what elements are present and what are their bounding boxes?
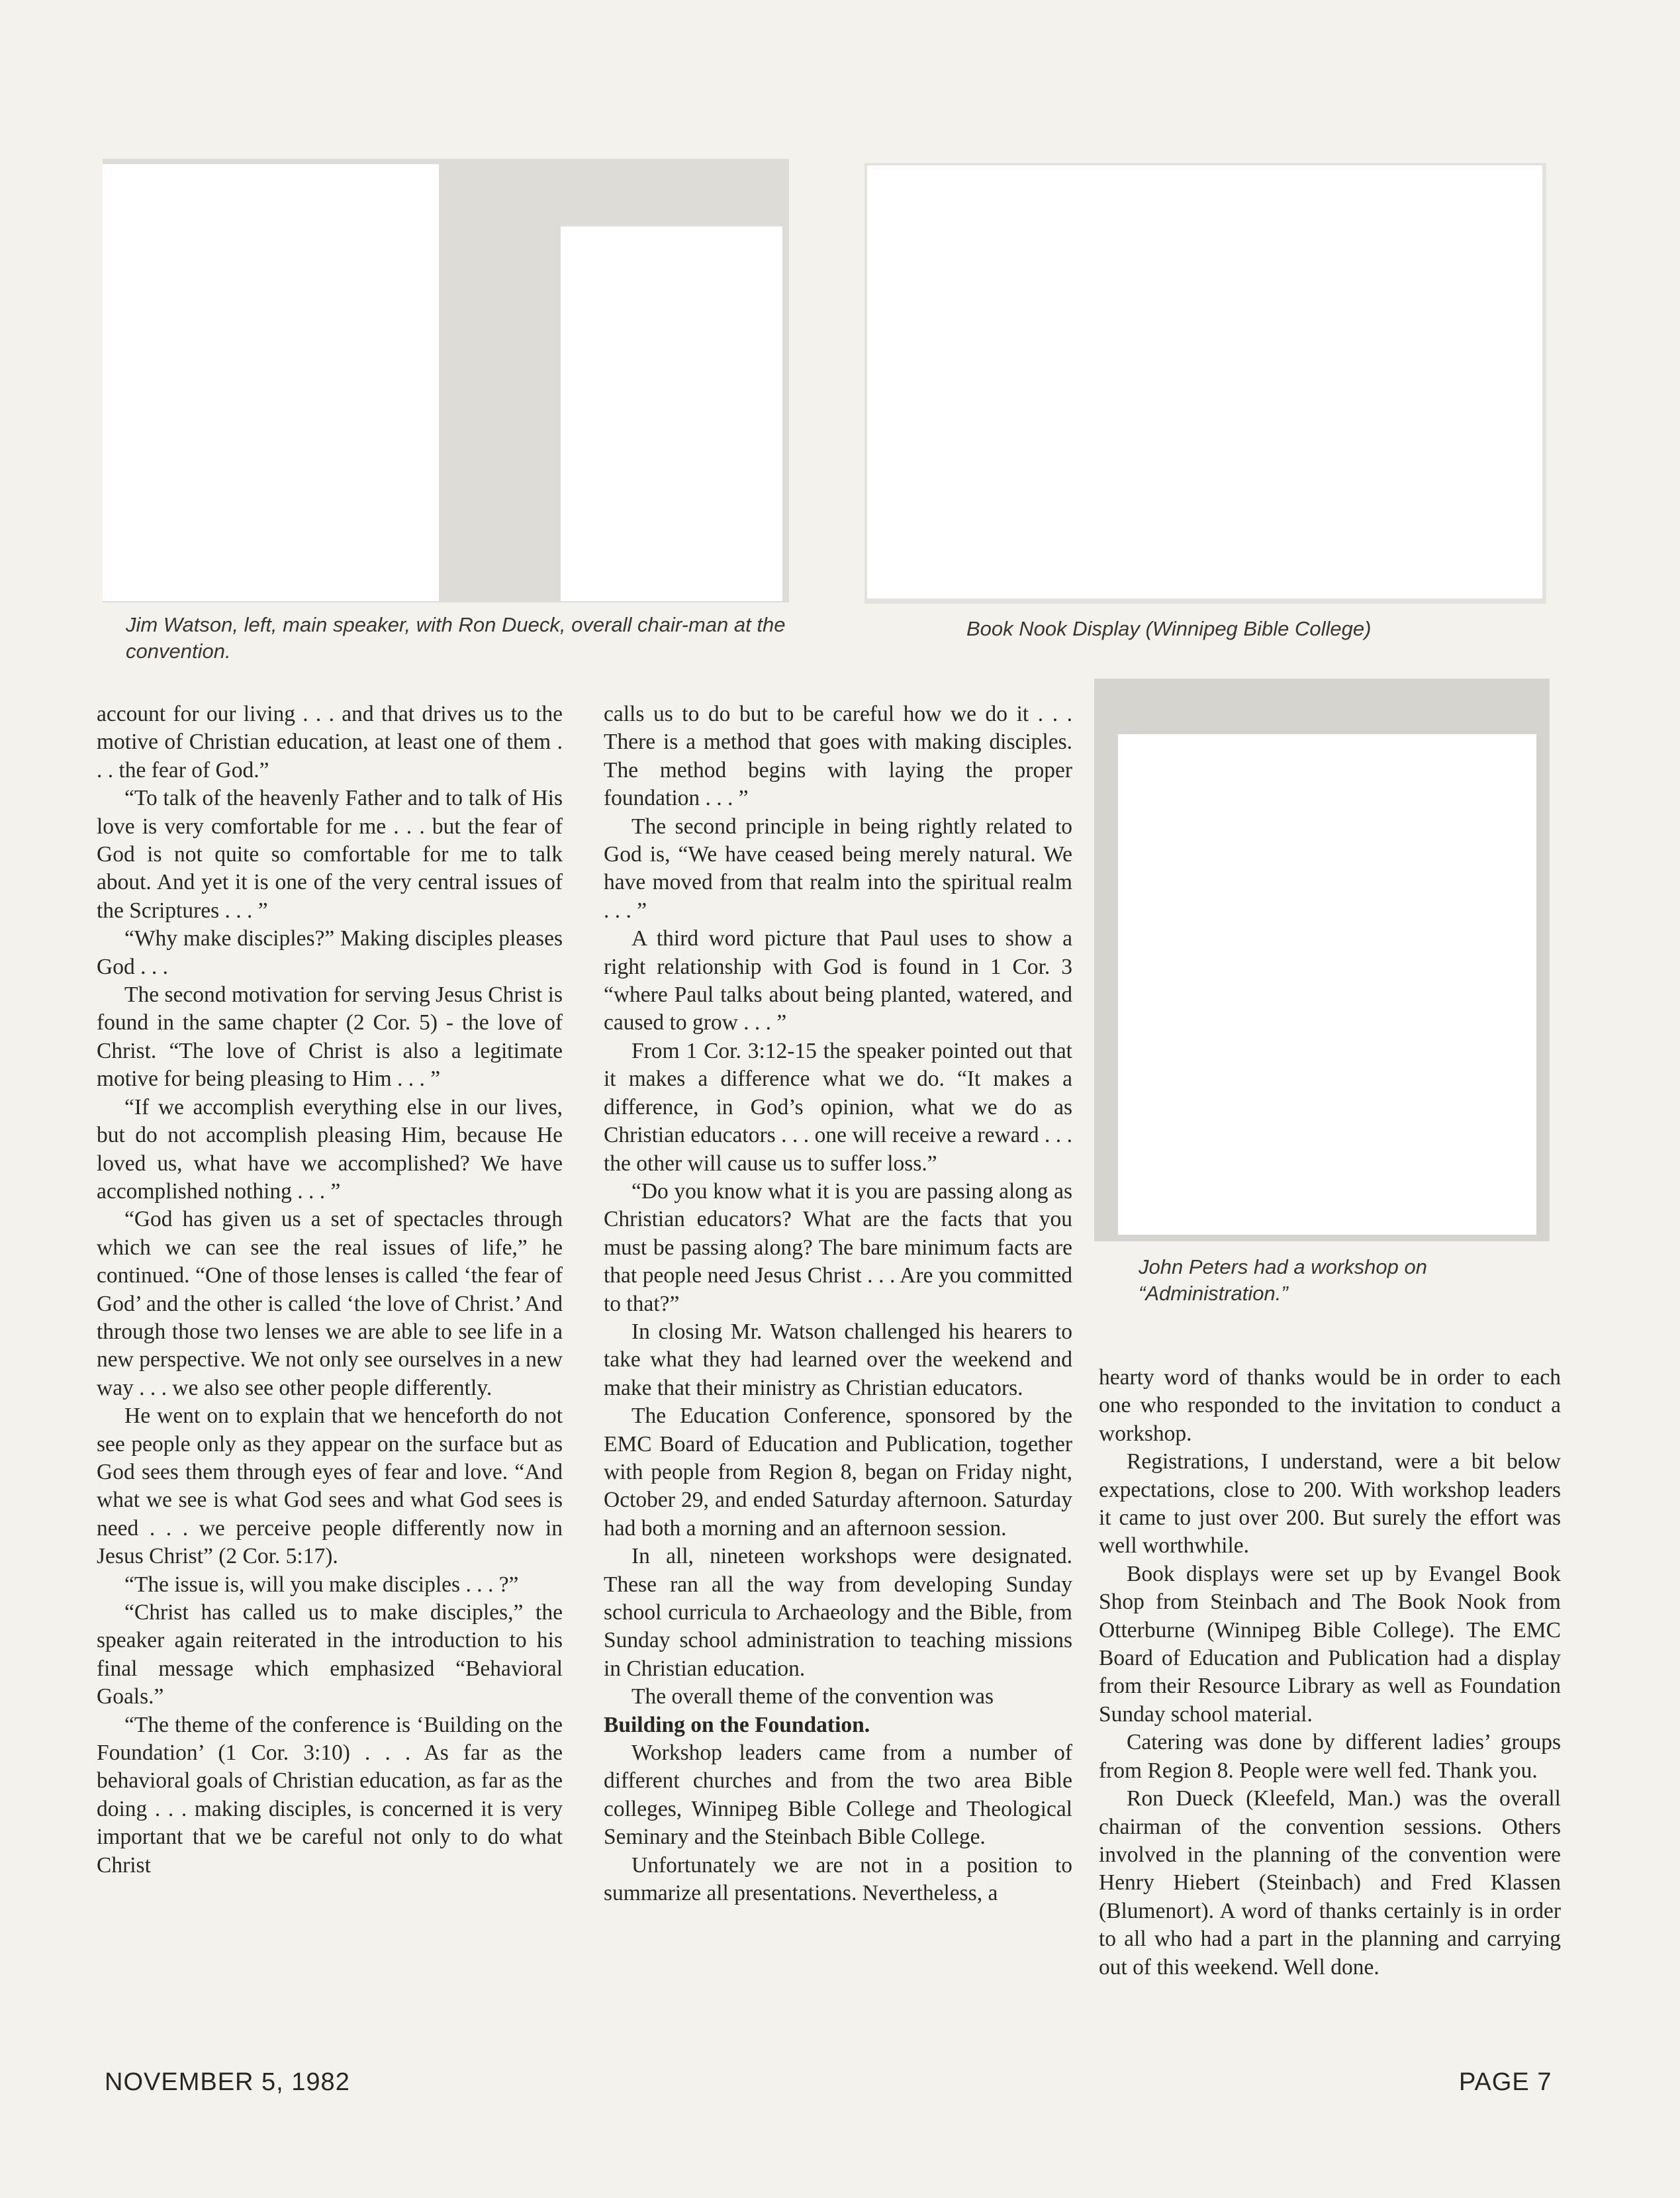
paragraph: calls us to do but to be careful how we do it . . . There is a method that goes with making disciples. The method begins with laying the proper foundation . . . ” — [604, 702, 1072, 811]
paragraph: “Do you know what it is you are passing along as Christian educators? What are the facts that you must be passing along? The bare minimum facts are that people need Jesus Christ . . . Are you committed to that?” — [604, 1178, 1072, 1316]
paragraph: Unfortunately we are not in a position to summarize all presentations. Nevertheless, a — [604, 1852, 1072, 1906]
caption-book-nook: Book Nook Display (Winnipeg Bible College) — [966, 617, 1372, 640]
photo-book-nook — [864, 163, 1546, 604]
photo-placeholder-left — [103, 164, 439, 601]
paragraph: The overall theme of the convention was — [631, 1684, 994, 1709]
paragraph: From 1 Cor. 3:12-15 the speaker pointed out that it makes a difference what we do. “It makes a difference, in God’s opinion, what we do as Christian educators . . . one will receive a reward . . . the other will cause us to suffer loss.” — [604, 1038, 1072, 1176]
paragraph: hearty word of thanks would be in order to each one who responded to the invitation to conduct a workshop. — [1099, 1365, 1561, 1446]
paragraph: In closing Mr. Watson challenged his hearers to take what they had learned over the weekend and make that their ministry as Christian educators. — [604, 1319, 1072, 1400]
paragraph: In all, nineteen workshops were designated. These ran all the way from developing Sunday school curricula to Archaeology and the Bible, from Sunday school administration to teaching missions in Christian education. — [604, 1544, 1072, 1681]
paragraph: “If we accomplish everything else in our lives, but do not accomplish pleasing Him, because He loved us, what have we accomplished? We have accomplished nothing . . . ” — [97, 1094, 563, 1204]
paragraph: “God has given us a set of spectacles through which we can see the real issues of life,” he continued. “One of those lenses is called ‘the fear of God’ and the other is called ‘the love of Christ.’ And through those two lenses we are able to see life in a new perspective. We not only see ourselves in a new way . . . we also see other people differently. — [97, 1207, 563, 1400]
photo-placeholder-right — [561, 226, 782, 601]
paragraph: “Christ has called us to make disciples,” the speaker again reiterated in the introduction to his final message which emphasized “Behavioral Goals.” — [97, 1600, 563, 1709]
photo-placeholder-john-peters — [1118, 734, 1536, 1235]
paragraph: “The theme of the conference is ‘Building on the Foundation’ (1 Cor. 3:10) . . . As far as the behavioral goals of Christian education, as far as the doing . . . making disciples, is concerned it is very important that we be careful not only to do what Christ — [97, 1712, 563, 1878]
photo-john-peters — [1094, 679, 1550, 1241]
paragraph: Catering was done by different ladies’ groups from Region 8. People were well fed. Thank you. — [1099, 1730, 1561, 1783]
footer-page-number: PAGE 7 — [1459, 2068, 1552, 2096]
paragraph: He went on to explain that we henceforth do not see people only as they appear on the surface but as God sees them through eyes of fear and love. “And what we see is what God sees and what God sees is need . . . we perceive people differently now in Jesus Christ” (2 Cor. 5:17). — [97, 1404, 563, 1569]
paragraph: The second principle in being rightly related to God is, “We have ceased being merely natural. We have moved from that realm into the spiritual realm . . . ” — [604, 814, 1072, 923]
paragraph: account for our living . . . and that drives us to the motive of Christian education, at least one of them . . . the fear of God.” — [97, 702, 563, 783]
paragraph: “The issue is, will you make disciples . . . ?” — [124, 1572, 519, 1597]
paragraph: Workshop leaders came from a number of different churches and from the two area Bible colleges, Winnipeg Bible College and Theological Seminary and the Steinbach Bible College. — [604, 1741, 1072, 1850]
paragraph: The Education Conference, sponsored by the EMC Board of Education and Publication, together with people from Region 8, began on Friday night, October 29, and ended Saturday afternoon. Saturday had both a morning and an afternoon session. — [604, 1404, 1072, 1541]
photo-watson-dueck — [103, 159, 789, 602]
article-column-1 — [97, 700, 563, 1880]
caption-watson-dueck: Jim Watson, left, main speaker, with Ron Dueck, overall chair-man at the convention. — [126, 613, 786, 663]
photo-placeholder-book-nook — [867, 166, 1542, 598]
paragraph: Registrations, I understand, were a bit below expectations, close to 200. With workshop leaders it came to just over 200. But surely the effort was well worthwhile. — [1099, 1449, 1561, 1558]
paragraph: Book displays were set up by Evangel Book Shop from Steinbach and The Book Nook from Otterburne (Winnipeg Bible College). The EMC Board of Education and Publication had a display from their Resource Library as well as Foundation Sunday school material. — [1099, 1561, 1561, 1727]
article-column-3 — [1099, 1364, 1561, 1982]
article-column-2 — [604, 700, 1072, 1907]
theme-title: Building on the Foundation. — [604, 1712, 870, 1737]
paragraph: “Why make disciples?” Making disciples pleases God . . . — [97, 926, 563, 979]
paragraph: Ron Dueck (Kleefeld, Man.) was the overall chairman of the convention sessions. Others involved in the planning of the convention were Henry Hiebert (Steinbach) and Fred Klassen (Blumenort). A word of thanks certainly is in order to all who had a part in the planning and carrying out of this weekend. Well done. — [1099, 1786, 1561, 1980]
footer-date: NOVEMBER 5, 1982 — [105, 2068, 350, 2096]
caption-john-peters: John Peters had a workshop on “Administration.” — [1139, 1255, 1427, 1305]
paragraph: The second motivation for serving Jesus Christ is found in the same chapter (2 Cor. 5) - the love of Christ. “The love of Christ is also a legitimate motive for being pleasing to Him . . . ” — [97, 982, 563, 1092]
paragraph: A third word picture that Paul uses to show a right relationship with God is found in 1 Cor. 3 “where Paul talks about being planted, watered, and caused to grow . . . ” — [604, 926, 1072, 1035]
paragraph: “To talk of the heavenly Father and to talk of His love is very comfortable for me . . . but the fear of God is not quite so comfortable for me to talk about. And yet it is one of the very central issues of the Scriptures . . . ” — [97, 786, 563, 923]
